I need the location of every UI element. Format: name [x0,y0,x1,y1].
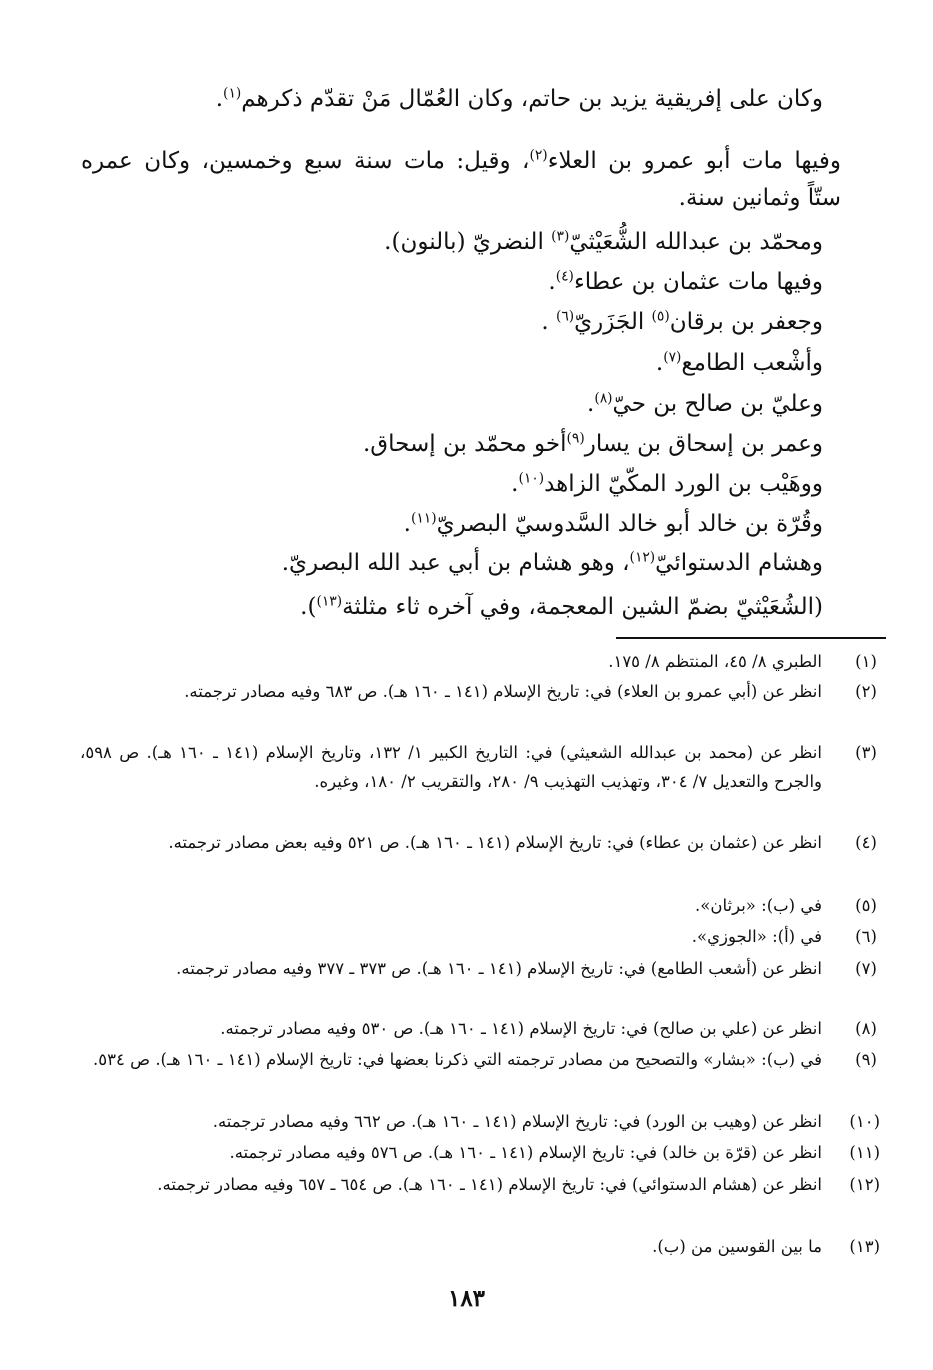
body-text: ومحمّد بن عبدالله الشُّعَيْثيّ [569,229,823,255]
footnote-number: (٤) [855,833,877,852]
body-text: أخو محمّد بن إسحاق. [362,431,567,457]
footnote-number: (٦) [855,927,877,946]
body-text: وهشام الدستوائيّ [655,550,823,576]
footnote-8 [80,1014,880,1043]
footnote-text: انظر عن (أشعب الطامع) في: تاريخ الإسلام (١٤١ ـ ١٦٠ هـ). ص ٣٧٣ ـ ٣٧٧ وفيه مصادر ترجمته. [176,959,822,978]
footnote-number: (٩) [855,1050,877,1069]
body-line-4 [384,227,823,257]
body-line-1 [216,84,823,114]
footnote-text: ما بين القوسين من (ب). [652,1237,822,1256]
footnote-6 [80,922,880,951]
footnote-ref-2: (٢) [529,147,548,164]
footnote-ref-13: (١٣) [316,593,343,610]
body-text: . [215,86,224,112]
body-text: وعليّ بن صالح بن حيّ [612,391,823,417]
footnote-text: الطبري ٨/ ٤٥، المنتظم ٨/ ١٧٥. [608,652,822,671]
body-text: النضريّ (بالنون). [384,229,552,255]
footnote-text: انظر عن (وهيب بن الورد) في: تاريخ الإسلام (١٤١ ـ ١٦٠ هـ). ص ٦٦٢ وفيه مصادر ترجمته. [212,1112,822,1131]
body-text: ، وهو هشام بن أبي عبد الله البصريّ. [281,550,630,576]
footnote-number: (٣) [855,743,877,762]
body-text: ، وقيل: مات سنة سبع وخمسين، وكان عمره [81,148,530,174]
body-line-6 [541,307,823,337]
footnote-number: (١٠) [849,1112,880,1131]
footnote-ref-11: (١١) [410,510,437,527]
body-line-3 [679,183,841,213]
body-line-12 [282,548,823,578]
footnote-ref-8: (٨) [594,390,613,407]
footnote-ref-9: (٩) [566,430,585,447]
footnote-11 [80,1138,880,1167]
footnote-text: في (ب): «بشار» والتصحيح من مصادر ترجمته التي ذكرنا بعضها في: تاريخ الإسلام (١٤١ ـ ١٦٠ هـ). ص ٥٣٤. [93,1050,822,1069]
body-text: . [655,350,664,376]
footnote-text: انظر عن (محمد بن عبدالله الشعيثي) في: التاريخ الكبير ١/ ١٣٢، وتاريخ الإسلام (١٤١ ـ ١٦٠ هـ). ص ٥٩٨، والجرح والتعديل ٧/ ٣٠٤، وتهذيب التهذيب ٩/ ٢٨٠، والتقريب ٢/ ١٨٠، وغيره. [80,743,822,791]
footnote-12 [80,1170,880,1199]
body-line-2 [81,146,841,176]
body-line-7 [656,348,823,378]
body-line-8 [587,389,823,419]
footnote-number: (٧) [855,959,877,978]
footnote-4 [80,828,880,857]
footnote-ref-10: (١٠) [518,470,545,487]
footnote-1 [80,647,880,676]
footnote-number: (١١) [849,1143,880,1162]
body-text: وقُرّة بن خالد أبو خالد السَّدوسيّ البصريّ [436,511,823,537]
footnote-9 [80,1045,880,1074]
body-text: ستّاً وثمانين سنة. [678,185,841,211]
footnote-text: في (ب): «برثان». [695,896,822,915]
footnote-2 [80,677,880,706]
body-text: وأشْعب الطامع [681,350,823,376]
footnote-number: (١٢) [849,1175,880,1194]
body-text: . [403,511,411,537]
body-text: وفيها مات عثمان بن عطاء [573,269,823,295]
body-line-10 [511,469,823,499]
body-text: (الشُعَيْثيّ بضمّ الشين المعجمة، وفي آخره ثاء مثلثة [342,594,823,620]
footnote-10 [80,1107,880,1136]
footnote-ref-12: (١٢) [629,549,656,566]
footnote-text: انظر عن (أبي عمرو بن العلاء) في: تاريخ الإسلام (١٤١ ـ ١٦٠ هـ). ص ٦٨٣ وفيه مصادر ترجمته. [184,682,822,701]
footnote-ref-7: (٧) [663,349,682,366]
body-line-5 [548,267,823,297]
footnote-ref-3: (٣) [551,228,570,245]
body-text: . [587,391,595,417]
footnote-5 [80,891,880,920]
body-line-9 [363,429,823,459]
body-text: ووهَيْب بن الورد المكّيّ الزاهد [544,471,823,497]
body-text: الجَزَريّ [574,309,652,335]
body-text: . [548,269,556,295]
footnote-ref-4: (٤) [555,268,574,285]
footnote-text: انظر عن (هشام الدستوائي) في: تاريخ الإسلام (١٤١ ـ ١٦٠ هـ). ص ٦٥٤ ـ ٦٥٧ وفيه مصادر ترجمته. [157,1175,822,1194]
footnote-ref-1: (١) [223,85,242,102]
footnote-number: (١٣) [849,1237,880,1256]
footnote-text: انظر عن (قرّة بن خالد) في: تاريخ الإسلام (١٤١ ـ ١٦٠ هـ). ص ٥٧٦ وفيه مصادر ترجمته. [229,1143,822,1162]
footnote-separator [616,637,886,639]
body-text: وفيها مات أبو عمرو بن العلاء [547,148,841,174]
footnote-7 [80,954,880,983]
body-text: وكان على إفريقية يزيد بن حاتم، وكان العُمّال مَنْ تقدّم ذكرهم [241,86,823,112]
footnote-ref-5: (٥) [651,308,670,325]
page-number: ١٨٣ [447,1285,486,1312]
footnote-text: انظر عن (علي بن صالح) في: تاريخ الإسلام (١٤١ ـ ١٦٠ هـ). ص ٥٣٠ وفيه مصادر ترجمته. [220,1019,822,1038]
footnote-3 [80,738,880,796]
footnote-ref-6: (٦) [555,308,575,325]
body-text: . [511,471,519,497]
footnote-text: في (أ): «الجوزي». [691,927,822,946]
footnote-number: (٨) [855,1019,877,1038]
footnote-number: (٥) [855,896,877,915]
body-text: . [541,309,556,335]
footnote-text: انظر عن (عثمان بن عطاء) في: تاريخ الإسلام (١٤١ ـ ١٦٠ هـ). ص ٥٢١ وفيه بعض مصادر ترجمته. [168,833,822,852]
body-line-11 [404,509,823,539]
body-line-13 [300,592,823,622]
footnote-number: (٢) [855,682,877,701]
body-text: ). [300,594,317,620]
footnote-13 [80,1232,880,1261]
body-text: وجعفر بن برقان [669,309,823,335]
body-text: وعمر بن إسحاق بن يسار [584,431,823,457]
footnote-number: (١) [855,652,877,671]
